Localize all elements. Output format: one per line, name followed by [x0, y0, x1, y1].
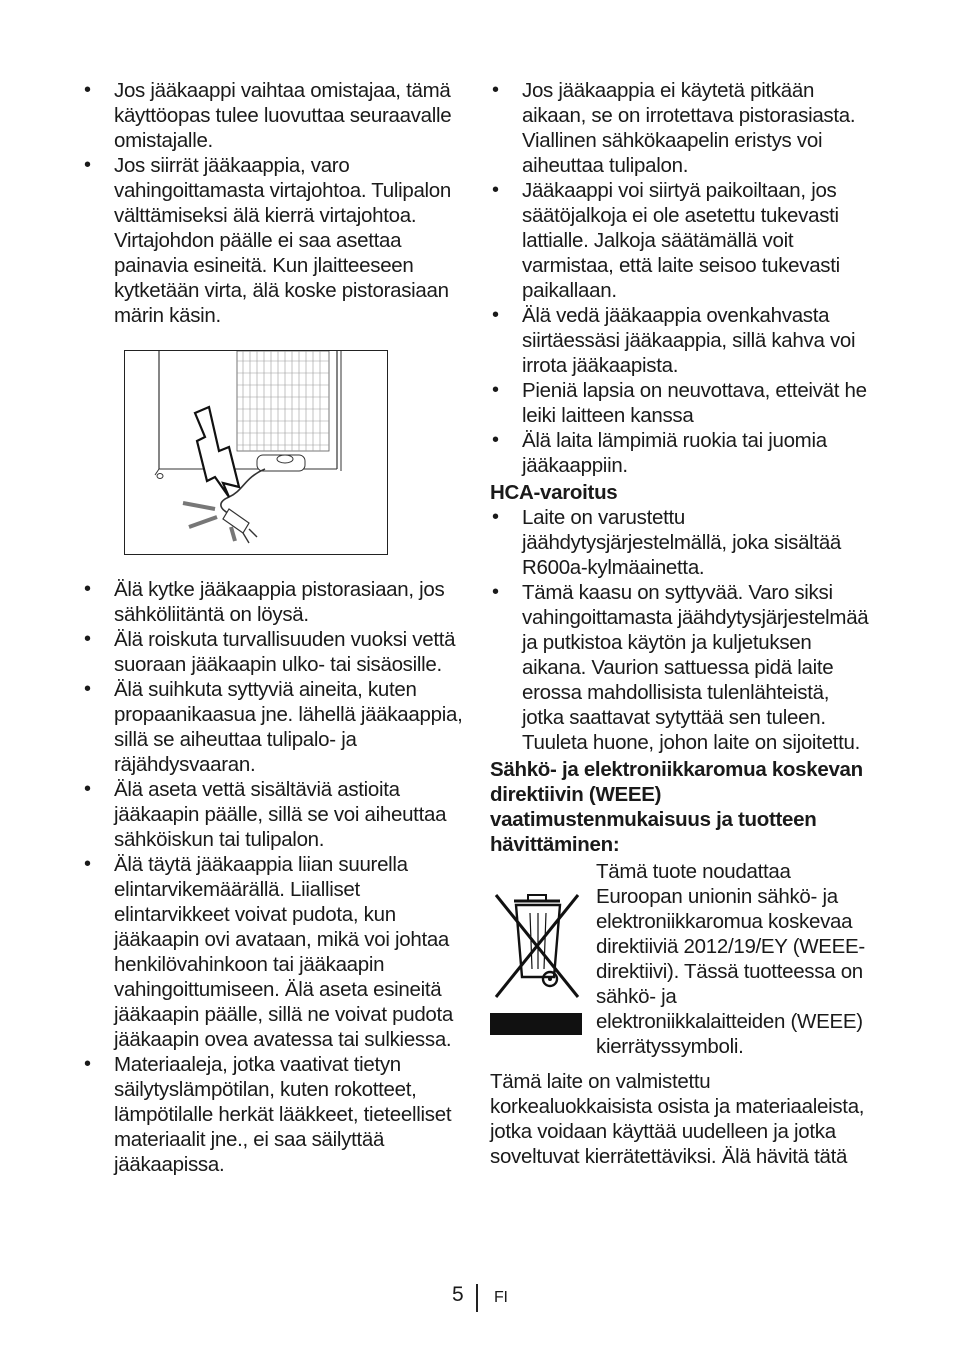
list-item: • Älä täytä jääkaappia liian suurella elintarvikemäärällä. Liialliset elintarvikkeet voivat pudota, kun jääkaapin ovi avataan, mikä voi johtaa henkilövahinkoon tai jääkaapin vahingoittumiseen. Älä aseta esineitä jääkaapin päälle, sillä ne voivat pudota jääkaapin ovea avatessa tai sulkiessa.: [82, 852, 468, 1052]
hca-bullets: [490, 505, 870, 755]
list-item: • Pieniä lapsia on neuvottava, etteivät he leiki laitteen kanssa: [490, 378, 870, 428]
closing-paragraph: Tämä laite on valmistettu korkealuokkaisista osista ja materiaaleista, jotka voidaan käyttää uudelleen ja jotka soveltuvat kierrätettäviksi. Älä hävitä tätä: [490, 1070, 865, 1168]
list-item: • Tämä kaasu on syttyvää. Varo siksi vahingoittamasta jäähdytysjärjestelmää ja putkistoa käytön ja kuljetuksen aikana. Vaurion sattuessa pidä laite erossa mahdollisista tulenlähteistä, jotka saattavat sytyttää sen tuleen. Tuuleta huone, johon laite on sijoitettu.: [490, 580, 870, 755]
hca-heading: HCA-varoitus: [490, 481, 618, 504]
list-item: • Älä roiskuta turvallisuuden vuoksi vettä suoraan jääkaapin ulko- tai sisäosille.: [82, 627, 468, 677]
weee-text: Tämä tuote noudattaa Euroopan unionin sähkö- ja elektroniikkaromua koskevaa direktiiviä 2012/19/EY (WEEE-direktiivi). Tässä tuotteessa on sähkö- ja elektroniikkalaitteiden (WEEE) kierrätyssymboli.: [596, 860, 865, 1058]
list-item: • Jos siirrät jääkaappia, varo vahingoittamasta virtajohtoa. Tulipalon välttämiseksi älä kierrä virtajohtoa. Virtajohdon päälle ei saa asettaa painavia esineitä. Kun jlaitteeseen kytketään virta, älä koske pistorasiaan märin käsin.: [82, 153, 468, 328]
list-item: • Älä laita lämpimiä ruokia tai juomia jääkaappiin.: [490, 428, 870, 478]
list-item: • Jääkaappi voi siirtyä paikoiltaan, jos säätöjalkoja ei ole asetettu tukevasti lattialle. Jalkoja säätämällä voit varmistaa, että laite seisoo tukevasti paikallaan.: [490, 178, 870, 303]
page-number: 5: [452, 1283, 464, 1306]
left-column: [82, 78, 468, 1177]
weee-heading: Sähkö- ja elektroniikkaromua koskevan direktiivin (WEEE) vaatimustenmukaisuus ja tuotteen hävittäminen:: [490, 758, 863, 856]
language-code: FI: [494, 1289, 508, 1306]
fridge-back-plug-icon: [125, 351, 389, 556]
left-bullets-bottom: [82, 577, 468, 1177]
power-cord-illustration: [124, 350, 388, 555]
right-bullets-top: [490, 78, 870, 478]
list-item: • Älä aseta vettä sisältäviä astioita jääkaapin päälle, sillä se voi aiheuttaa sähköiskun tai tulipalon.: [82, 777, 468, 852]
list-item: • Materiaaleja, jotka vaativat tietyn säilytyslämpötilan, kuten rokotteet, lämpötilalle herkät lääkkeet, tieteelliset materiaalit jne., ei saa säilyttää jääkaapissa.: [82, 1052, 468, 1177]
list-item: • Älä suihkuta syttyviä aineita, kuten propaanikaasua jne. lähellä jääkaappia, sillä se aiheuttaa tulipalo- ja räjähdysvaaran.: [82, 677, 468, 777]
weee-section: [490, 859, 870, 1059]
list-item: • Jos jääkaappi vaihtaa omistajaa, tämä käyttöopas tulee luovuttaa seuraavalle omistajalle.: [82, 78, 468, 153]
list-item: • Älä vedä jääkaappia ovenkahvasta siirtäessäsi jääkaappia, sillä kahva voi irrota jääkaapista.: [490, 303, 870, 378]
list-item: • Älä kytke jääkaappia pistorasiaan, jos sähköliitäntä on löysä.: [82, 577, 468, 627]
list-item: • Jos jääkaappia ei käytetä pitkään aikaan, se on irrotettava pistorasiasta. Viallinen sähkökaapelin eristys voi aiheuttaa tulipalon.: [490, 78, 870, 178]
footer-divider: [476, 1284, 478, 1312]
list-item: • Laite on varustettu jäähdytysjärjestelmällä, joka sisältää R600a-kylmäainetta.: [490, 505, 870, 580]
right-column: [490, 78, 870, 1169]
crossed-out-bin-icon: [490, 871, 586, 1035]
left-bullets-top: [82, 78, 468, 328]
